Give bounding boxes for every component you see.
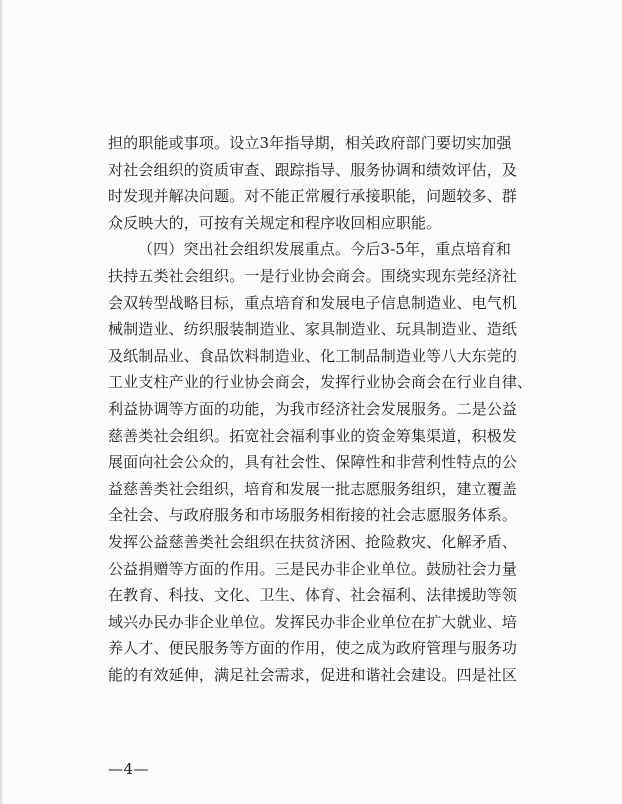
page-number: —4— bbox=[108, 760, 150, 778]
body-line-17: 公益捐赠等方面的作用。三是民办非企业单位。鼓励社会力量 bbox=[108, 559, 518, 578]
body-line-3: 时发现并解决问题。对不能正常履行承接职能，问题较多、群 bbox=[108, 187, 518, 206]
body-line-10: 工业支柱产业的行业协会商会，发挥行业协会商会在行业自律、 bbox=[108, 373, 533, 392]
body-line-7: 会双转型战略目标，重点培育和发展电子信息制造业、电气机 bbox=[108, 293, 518, 312]
body-line-20: 养人才、便民服务等方面的作用，使之成为政府管理与服务功 bbox=[108, 639, 518, 658]
scan-edge bbox=[0, 0, 3, 804]
body-line-8: 械制造业、纺织服装制造业、家具制造业、玩具制造业、造纸 bbox=[108, 320, 518, 339]
body-line-9: 及纸制品业、食品饮料制造业、化工制品制造业等八大东莞的 bbox=[108, 346, 518, 365]
body-line-15: 全社会、与政府服务和市场服务相衔接的社会志愿服务体系。 bbox=[108, 506, 518, 525]
body-line-4: 众反映大的，可按有关规定和程序收回相应职能。 bbox=[108, 213, 442, 232]
section-heading-line: （四）突出社会组织发展重点。今后3-5年，重点培育和 bbox=[138, 240, 512, 259]
body-line-1: 担的职能或事项。设立3年指导期，相关政府部门要切实加强 bbox=[108, 134, 512, 152]
body-line-13: 展面向社会公众的，具有社会性、保障性和非营利性特点的公 bbox=[108, 453, 518, 472]
body-line-14: 益慈善类社会组织，培育和发展一批志愿服务组织，建立覆盖 bbox=[108, 479, 518, 498]
body-line-16: 发挥公益慈善类社会组织在扶贫济困、抢险救灾、化解矛盾、 bbox=[108, 532, 518, 551]
body-line-11: 利益协调等方面的功能，为我市经济社会发展服务。二是公益 bbox=[108, 399, 518, 418]
body-line-2: 对社会组织的资质审查、跟踪指导、服务协调和绩效评估，及 bbox=[108, 160, 518, 179]
body-line-12: 慈善类社会组织。拓宽社会福利事业的资金筹集渠道，积极发 bbox=[108, 426, 518, 445]
body-line-6: 扶持五类社会组织。一是行业协会商会。围绕实现东莞经济社 bbox=[108, 266, 518, 285]
body-line-18: 在教育、科技、文化、卫生、体育、社会福利、法律援助等领 bbox=[108, 586, 518, 605]
body-line-19: 域兴办民办非企业单位。发挥民办非企业单位在扩大就业、培 bbox=[108, 612, 518, 631]
body-line-21: 能的有效延伸，满足社会需求，促进和谐社会建设。四是社区 bbox=[108, 665, 518, 684]
document-body bbox=[108, 130, 568, 688]
